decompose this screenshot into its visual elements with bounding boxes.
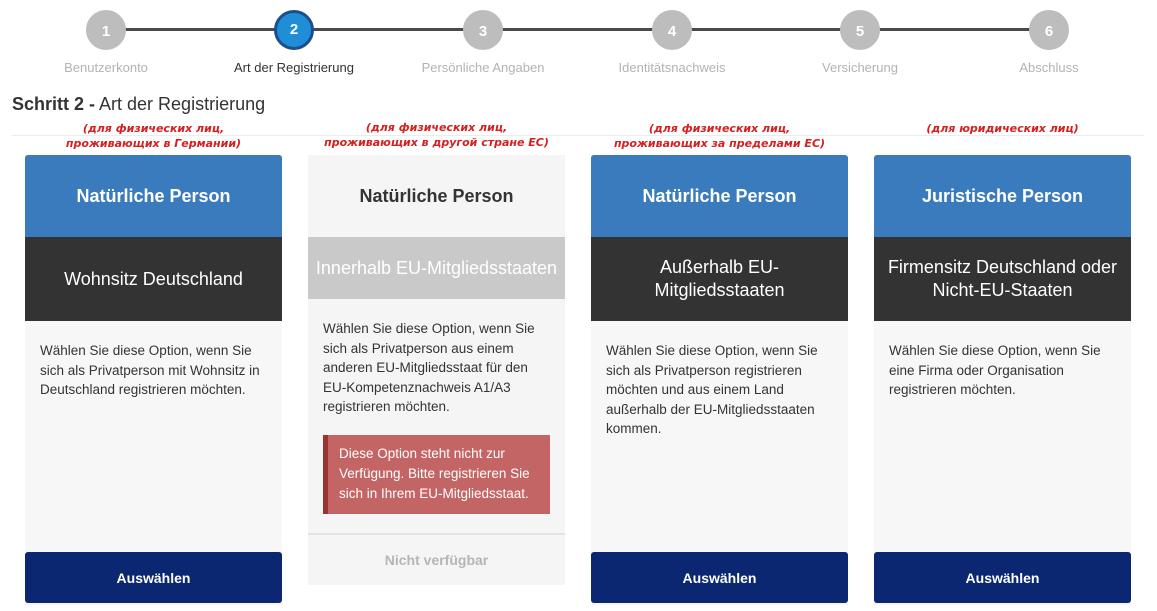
card-description: Wählen Sie diese Option, wenn Sie sich als Privatperson mit Wohnsitz in Deutschland registrieren möchten. bbox=[40, 343, 260, 397]
step-4 bbox=[577, 10, 767, 75]
card-description: Wählen Sie diese Option, wenn Sie sich als Privatperson registrieren möchten und aus einem Land außerhalb der EU-Mitgliedsstaaten kommen. bbox=[606, 343, 818, 436]
card-description: Wählen Sie diese Option, wenn Sie sich als Privatperson aus einem anderen EU-Mitgliedsstaat für den EU-Kompetenznachweis A1/A3 registrieren möchten. bbox=[323, 321, 535, 414]
step-5 bbox=[765, 10, 955, 75]
page-title-text: Art der Registrierung bbox=[99, 94, 266, 114]
step-4-label: Identitätsnachweis bbox=[618, 60, 726, 75]
card-subheader: Wohnsitz Deutschland bbox=[25, 237, 282, 321]
card-content bbox=[308, 299, 565, 514]
progress-stepper bbox=[0, 0, 1157, 90]
step-2-label: Art der Registrierung bbox=[234, 60, 354, 75]
step-4-circle: 4 bbox=[652, 10, 692, 50]
step-3-circle: 3 bbox=[463, 10, 503, 50]
step-3 bbox=[388, 10, 578, 75]
annotation-note-3: (для физических лиц, проживающих за пределами ЕС) bbox=[613, 122, 826, 150]
annotation-note-1: (для физических лиц, проживающих в Германии) bbox=[65, 122, 242, 150]
step-5-label: Versicherung bbox=[822, 60, 898, 75]
step-2 bbox=[199, 10, 389, 75]
card-header: Natürliche Person bbox=[25, 155, 282, 237]
step-1-circle: 1 bbox=[86, 10, 126, 50]
option-card-innerhalb-eu bbox=[308, 155, 565, 585]
page-title bbox=[12, 94, 265, 115]
card-subheader: Firmensitz Deutschland oder Nicht-EU-Staaten bbox=[874, 237, 1131, 321]
unavailable-status: Nicht verfügbar bbox=[308, 533, 565, 585]
page-title-prefix: Schritt 2 - bbox=[12, 94, 96, 114]
step-1 bbox=[11, 10, 201, 75]
card-description: Wählen Sie diese Option, wenn Sie eine Firma oder Organisation registrieren möchten. bbox=[889, 343, 1101, 397]
select-button[interactable]: Auswählen bbox=[25, 552, 282, 603]
unavailable-alert: Diese Option steht nicht zur Verfügung. Bitte registrieren Sie sich in Ihrem EU-Mitgliedsstaat. bbox=[323, 435, 550, 514]
option-card-juristische-person bbox=[874, 155, 1131, 605]
annotation-note-4: (для юридических лиц) bbox=[926, 122, 1079, 135]
step-3-label: Persönliche Angaben bbox=[421, 60, 545, 75]
step-2-circle: 2 bbox=[274, 10, 314, 50]
select-button[interactable]: Auswählen bbox=[591, 552, 848, 603]
select-button[interactable]: Auswählen bbox=[874, 552, 1131, 603]
card-header: Juristische Person bbox=[874, 155, 1131, 237]
annotation-note-2: (для физических лиц, проживающих в другой стране ЕС) bbox=[324, 121, 549, 149]
step-5-circle: 5 bbox=[840, 10, 880, 50]
option-card-wohnsitz-deutschland bbox=[25, 155, 282, 605]
card-subheader: Außerhalb EU-Mitgliedsstaaten bbox=[591, 237, 848, 321]
card-header: Natürliche Person bbox=[308, 155, 565, 237]
card-header: Natürliche Person bbox=[591, 155, 848, 237]
card-subheader: Innerhalb EU-Mitgliedsstaaten bbox=[308, 237, 565, 299]
option-card-ausserhalb-eu bbox=[591, 155, 848, 605]
step-6-label: Abschluss bbox=[1019, 60, 1079, 75]
step-6 bbox=[954, 10, 1144, 75]
step-6-circle: 6 bbox=[1029, 10, 1069, 50]
step-1-label: Benutzerkonto bbox=[64, 60, 148, 75]
